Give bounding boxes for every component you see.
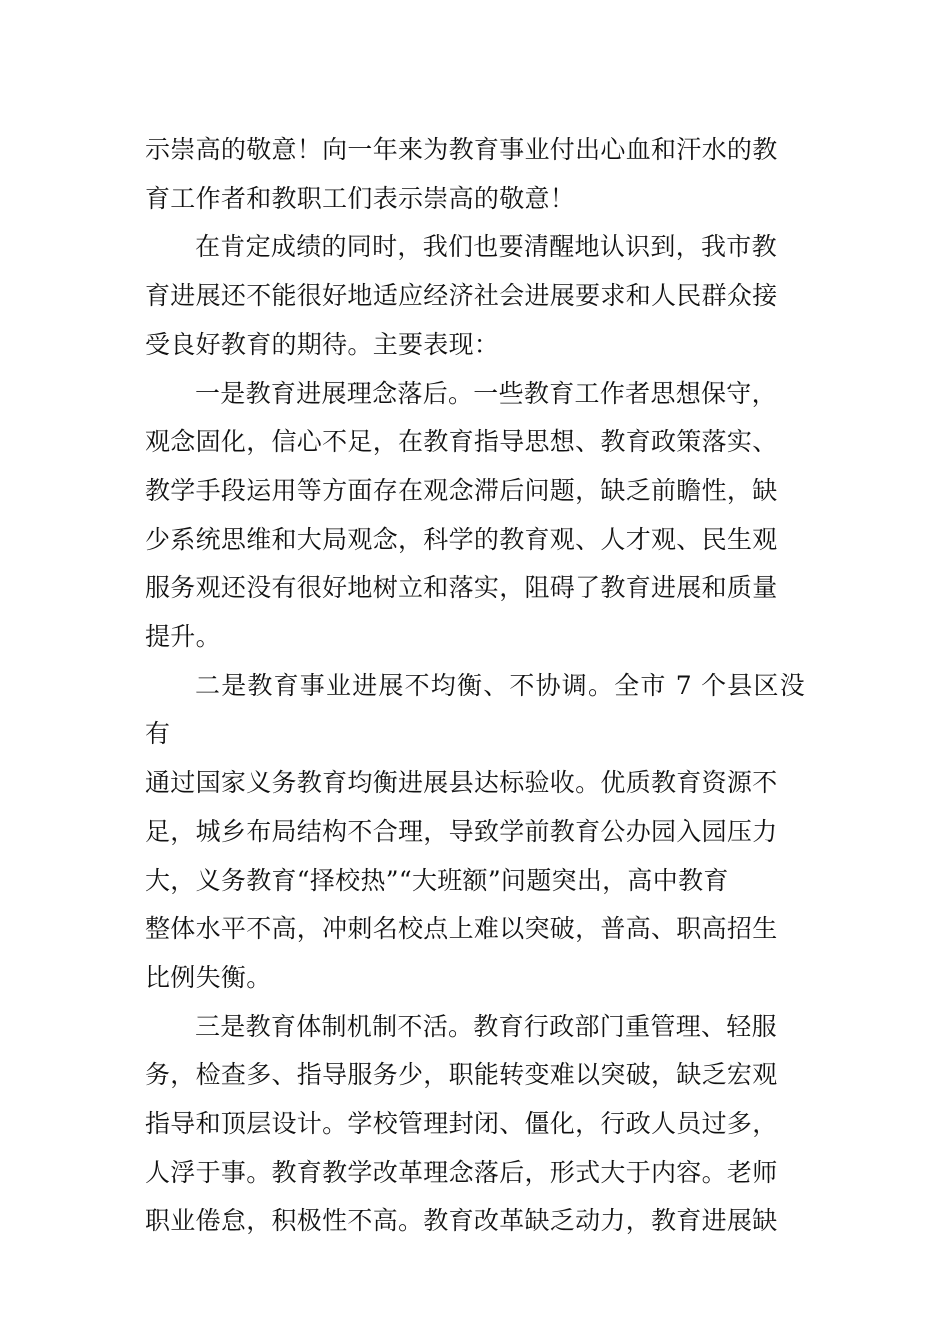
line: 人浮于事。教育教学改革理念落后，形式大于内容。老师	[145, 1157, 778, 1187]
line: 育工作者和教职工们表示崇高的敬意！	[145, 183, 576, 213]
paragraph-4	[145, 662, 805, 1003]
paragraph-5	[145, 1003, 805, 1247]
line: 一是教育进展理念落后。一些教育工作者思想保守，	[195, 378, 777, 408]
line: 大，义务教育“择校热”“大班额”问题突出，高中教育	[145, 865, 729, 895]
line: 育进展还不能很好地适应经济社会进展要求和人民群众接	[145, 281, 778, 311]
line: 足，城乡布局结构不合理，导致学前教育公办园入园压力	[145, 816, 778, 846]
paragraph-2	[145, 223, 805, 369]
line: 教学手段运用等方面存在观念滞后问题，缺乏前瞻性，缺	[145, 475, 778, 505]
line: 示崇高的敬意！向一年来为教育事业付出心血和汗水的教	[145, 135, 778, 164]
paragraph-3	[145, 370, 805, 662]
line: 二是教育事业进展不均衡、不协调。全市 7 个县区没有	[145, 670, 805, 749]
line: 在肯定成绩的同时，我们也要清醒地认识到，我市教	[195, 232, 777, 262]
line: 少系统思维和大局观念，科学的教育观、人才观、民生观	[145, 524, 778, 554]
paragraph-1	[145, 126, 805, 223]
line: 务，检查多、指导服务少，职能转变难以突破，缺乏宏观	[145, 1060, 778, 1090]
line: 指导和顶层设计。学校管理封闭、僵化，行政人员过多，	[145, 1109, 778, 1139]
line: 通过国家义务教育均衡进展县达标验收。优质教育资源不	[145, 768, 778, 798]
line: 观念固化，信心不足，在教育指导思想、教育政策落实、	[145, 427, 778, 457]
line: 提升。	[145, 622, 221, 652]
line: 三是教育体制机制不活。教育行政部门重管理、轻服	[195, 1011, 777, 1041]
document-body	[145, 126, 805, 1246]
line: 服务观还没有很好地树立和落实，阻碍了教育进展和质量	[145, 573, 778, 603]
line: 整体水平不高，冲刺名校点上难以突破，普高、职高招生	[145, 914, 778, 944]
line: 受良好教育的期待。主要表现：	[145, 329, 500, 359]
line: 职业倦怠，积极性不高。教育改革缺乏动力，教育进展缺	[145, 1206, 778, 1236]
line: 比例失衡。	[145, 962, 272, 992]
